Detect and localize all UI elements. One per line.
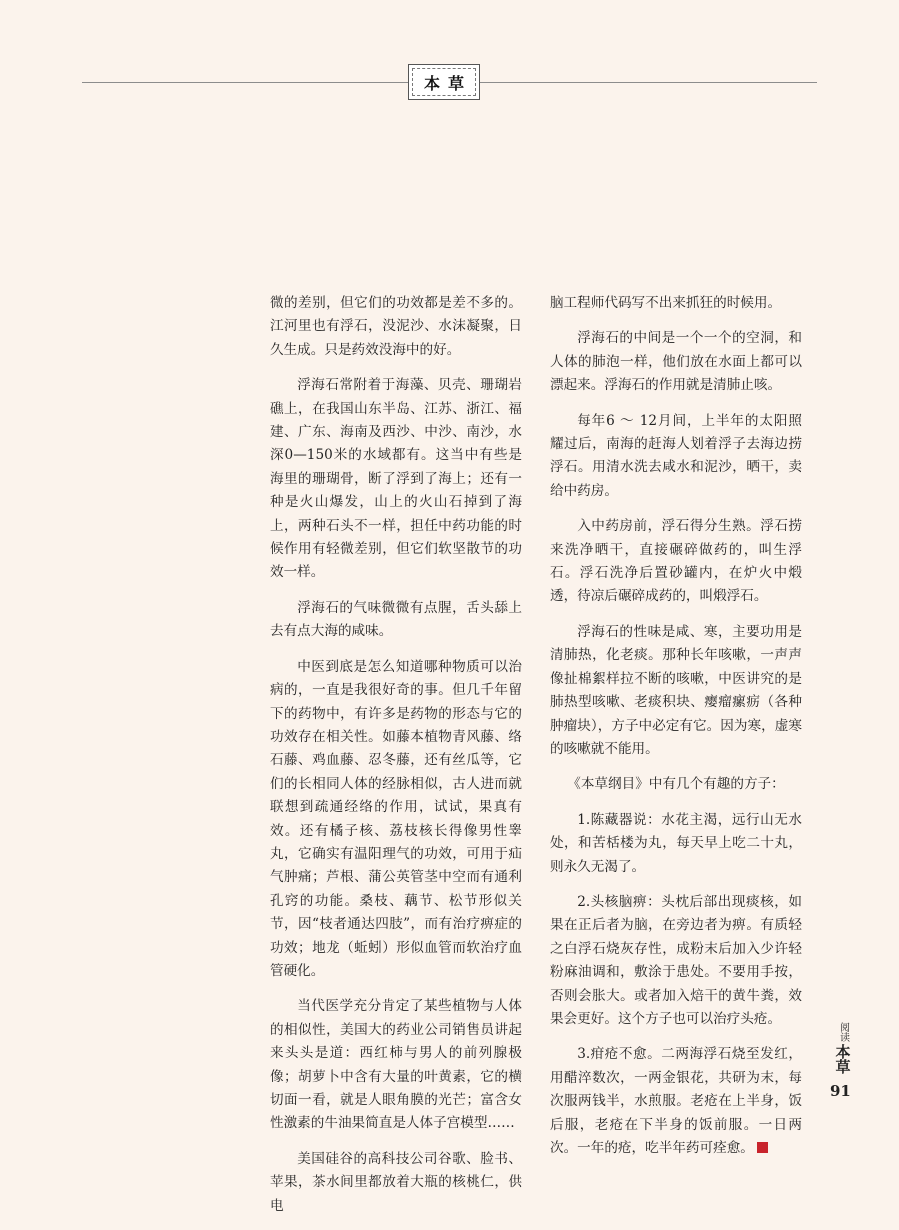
right-column <box>550 292 802 1172</box>
paragraph: 中医到底是怎么知道哪种物质可以治病的，一直是我很好奇的事。但几千年留下的药物中，有许多是药物的形态与它的功效存在相关性。如藤本植物青风藤、络石藤、鸡血藤、忍冬藤，还有丝瓜等，它们的长相同人体的经脉相似，古人进而就联想到疏通经络的作用，试试，果真有效。还有橘子核、荔枝核长得像男性睾丸，它确实有温阳理气的功效，可用于疝气肿痛；芦根、蒲公英管茎中空而有通利孔窍的功能。桑枝、藕节、松节形似关节，因“枝者通达四肢”，而有治疗痹症的功效；地龙（蚯蚓）形似血管而软治疗血管硬化。 <box>270 658 522 979</box>
paragraph: 当代医学充分肯定了某些植物与人体的相似性，美国大的药业公司销售员讲起来头头是道：西红柿与男人的前列腺极像；胡萝卜中含有大量的叶黄素，它的横切面一看，就是人眼角膜的光芒；富含女性激素的牛油果简直是人体子宫模型…… <box>270 998 522 1132</box>
recipe-item: 2.头核脑痹：头枕后部出现痰核，如果在正后者为脑，在旁边者为痹。有质轻之白浮石烧灰存性，成粉末后加入少许轻粉麻油调和，敷涂于患处。不要用手按，否则会胀大。或者加入焙干的黄牛粪，效果会更好。这个方子也可以治疗头疮。 <box>550 893 802 1027</box>
page-number: 91 <box>830 1082 851 1100</box>
section-side-label <box>830 1022 856 1074</box>
recipe-item: 1.陈藏器说：水花主渴，远行山无水处，和苦栝楼为丸，每天早上吃二十丸，则永久无渴了。 <box>550 811 802 875</box>
section-badge <box>408 64 480 100</box>
paragraph: 美国硅谷的高科技公司谷歌、脸书、苹果，茶水间里都放着大瓶的核桃仁，供电 <box>270 1150 522 1214</box>
section-badge-label: 本草 <box>423 73 472 93</box>
recipe-text: 3.疳疮不愈。二两海浮石烧至发红，用醋淬数次，一两金银花，共研为末，每次服两钱半，水煎服。老疮在上半身，饭后服，老疮在下半身的饭前服。一日两次。一年的疮，吃半年药可痊愈。 <box>550 1046 802 1156</box>
paragraph: 入中药房前，浮石得分生熟。浮石捞来洗净晒干，直接碾碎做药的，叫生浮石。浮石洗净后置砂罐内，在炉火中煅透，待凉后碾碎成药的，叫煅浮石。 <box>550 518 802 605</box>
paragraph: 微的差别，但它们的功效都是差不多的。江河里也有浮石，没泥沙、水沫凝聚，日久生成。只是药效没海中的好。 <box>270 295 522 358</box>
end-of-article-mark <box>757 1142 768 1153</box>
paragraph: 浮海石的性味是咸、寒，主要功用是清肺热，化老痰。那种长年咳嗽，一声声像扯棉絮样拉不断的咳嗽，中医讲究的是肺热型咳嗽、老痰积块、瘿瘤瘰疬（各种肿瘤块），方子中必定有它。因为寒，虚寒的咳嗽就不能用。 <box>550 623 802 757</box>
recipe-item <box>550 1043 802 1160</box>
recipes-heading: 《本草纲目》中有几个有趣的方子： <box>567 776 785 793</box>
paragraph: 浮海石的气味微微有点腥，舌头舔上去有点大海的咸味。 <box>270 599 522 640</box>
paragraph: 脑工程师代码写不出来抓狂的时候用。 <box>550 295 782 311</box>
section-label-small: 阅读 <box>837 1022 849 1042</box>
paragraph: 浮海石常附着于海藻、贝壳、珊瑚岩礁上，在我国山东半岛、江苏、浙江、福建、广东、海南及西沙、中沙、南沙，水深0—150米的水域都有。这当中有些是海里的珊瑚骨，断了浮到了海上；还有一种是火山爆发，山上的火山石掉到了海上，两种石头不一样，担任中药功能的时候作用有轻微差别，但它们软坚散节的功效一样。 <box>270 377 522 581</box>
paragraph: 每年6 ～ 12月间，上半年的太阳照耀过后，南海的赶海人划着浮子去海边捞浮石。用清水洗去咸水和泥沙，晒干，卖给中药房。 <box>550 412 802 499</box>
left-column <box>270 292 522 1230</box>
section-label-big: 本草 <box>833 1044 852 1074</box>
paragraph: 浮海石的中间是一个一个的空洞，和人体的肺泡一样，他们放在水面上都可以漂起来。浮海石的作用就是清肺止咳。 <box>550 330 802 394</box>
